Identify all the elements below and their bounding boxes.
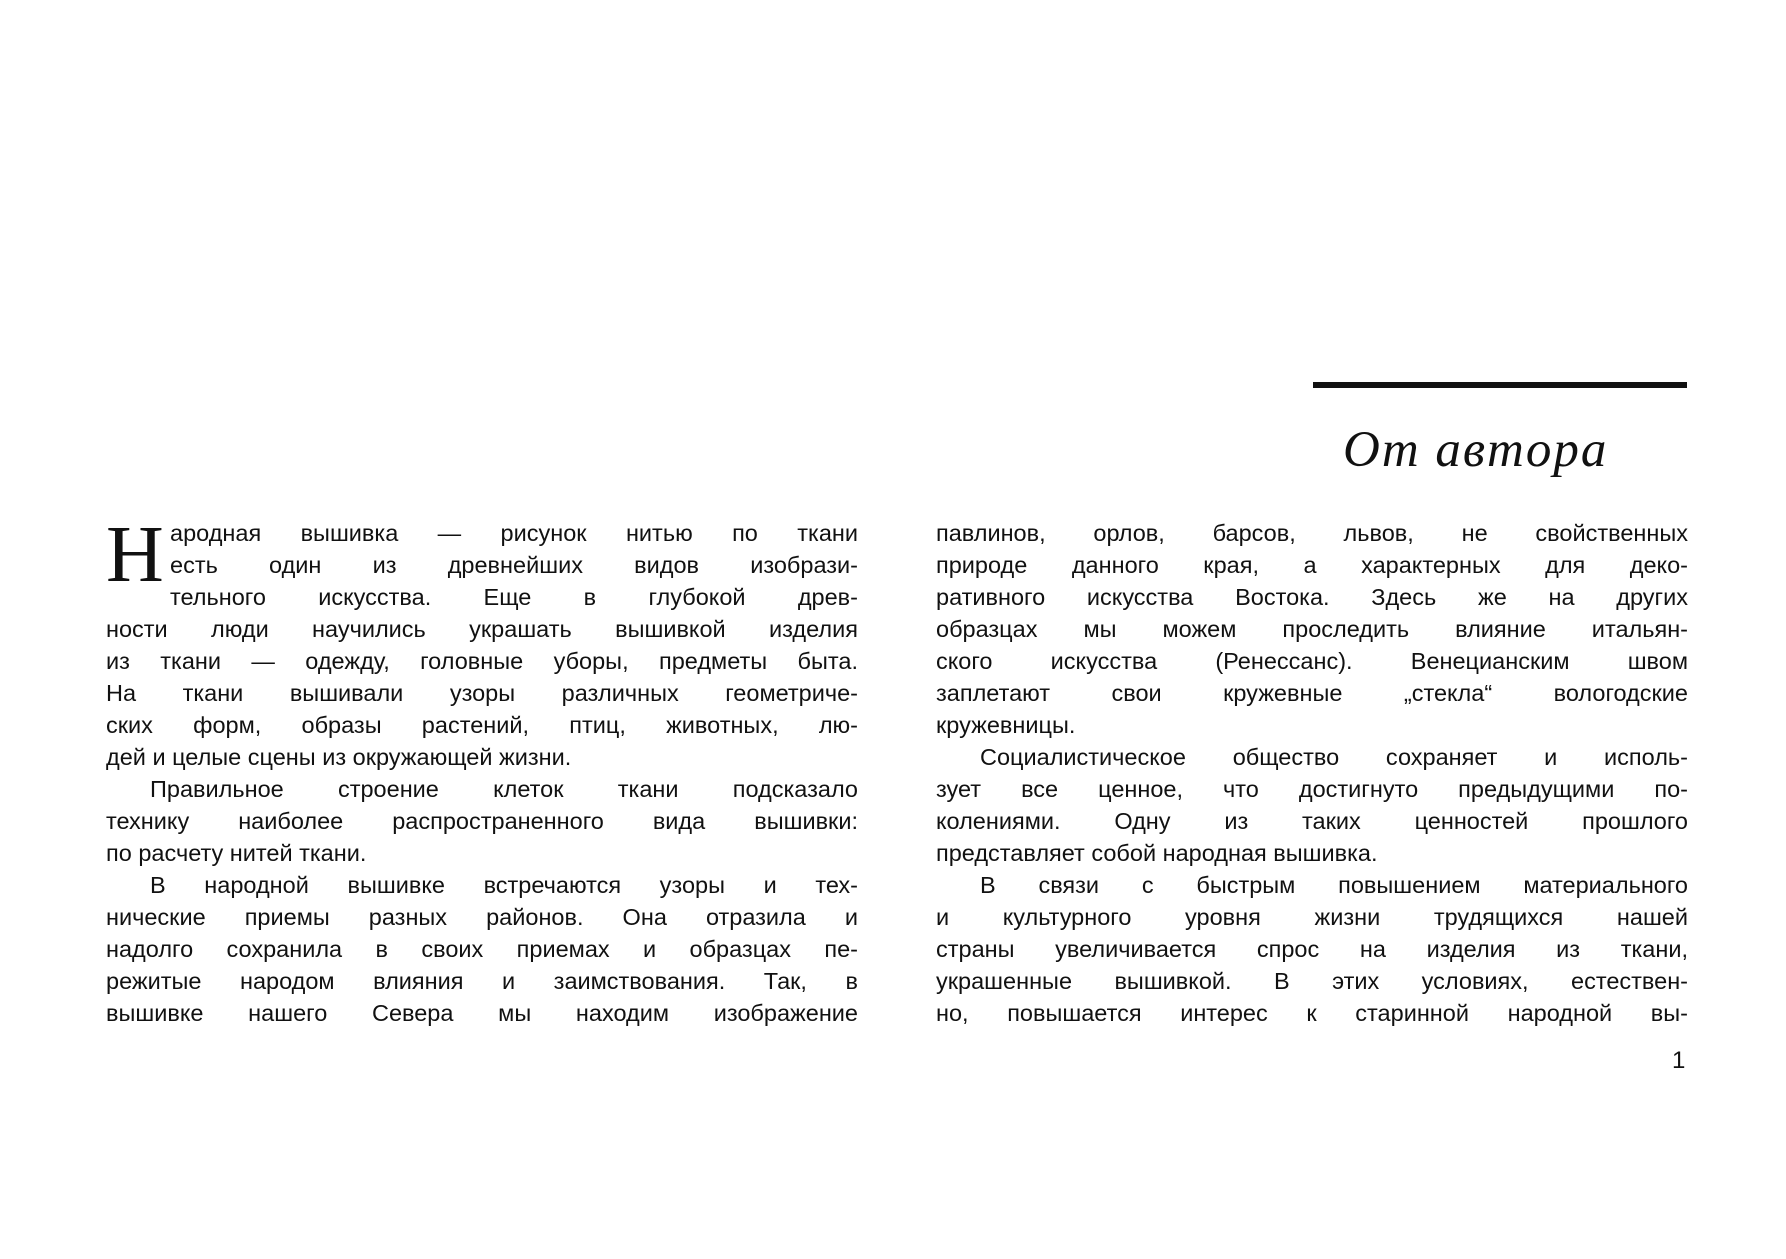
text-line: по расчету нитей ткани.: [106, 840, 367, 866]
text-line: из ткани — одежду, головные уборы, предметы быта.: [106, 648, 858, 674]
text-line: На ткани вышивали узоры различных геометриче-: [106, 680, 858, 706]
text-line: павлинов, орлов, барсов, львов, не свойственных: [936, 520, 1688, 546]
text-line: ности люди научились украшать вышивкой изделия: [106, 616, 858, 642]
text-line: дей и целые сцены из окружающей жизни.: [106, 744, 572, 770]
text-line: ративного искусства Востока. Здесь же на других: [936, 584, 1688, 610]
text-line: вышивке нашего Севера мы находим изображение: [106, 1000, 858, 1026]
text-line: есть один из древнейших видов изобрази-: [170, 552, 858, 578]
right-text-column: [936, 517, 1688, 1029]
text-line: Социалистическое общество сохраняет и исполь-: [980, 744, 1688, 770]
page-heading: От автора: [1343, 422, 1609, 478]
text-line: тельного искусства. Еще в глубокой древ-: [170, 584, 858, 610]
text-line: нические приемы разных районов. Она отразила и: [106, 904, 858, 930]
text-line: страны увеличивается спрос на изделия из ткани,: [936, 936, 1688, 962]
text-line: Правильное строение клеток ткани подсказало: [150, 776, 858, 802]
text-line: образцах мы можем проследить влияние итальян-: [936, 616, 1688, 642]
text-line: ских форм, образы растений, птиц, животных, лю-: [106, 712, 858, 738]
text-line: ародная вышивка — рисунок нитью по ткани: [170, 520, 858, 546]
text-line: В связи с быстрым повышением материального: [980, 872, 1688, 898]
text-line: ского искусства (Ренессанс). Венецианским швом: [936, 648, 1688, 674]
text-line: заплетают свои кружевные „стекла“ вологодские: [936, 680, 1688, 706]
text-line: и культурного уровня жизни трудящихся нашей: [936, 904, 1688, 930]
left-text-column: [106, 511, 858, 1029]
text-line: но, повышается интерес к старинной народной вы-: [936, 1000, 1688, 1026]
text-line: представляет собой народная вышивка.: [936, 840, 1378, 866]
text-line: колениями. Одну из таких ценностей прошлого: [936, 808, 1688, 834]
text-line: кружевницы.: [936, 712, 1076, 738]
drop-cap: Н: [106, 511, 164, 599]
text-line: технику наиболее распространенного вида вышивки:: [106, 808, 858, 834]
page-number: 1: [1672, 1047, 1686, 1074]
text-line: режитые народом влияния и заимствования. Так, в: [106, 968, 858, 994]
text-line: украшенные вышивкой. В этих условиях, естествен-: [936, 968, 1688, 994]
text-line: надолго сохранила в своих приемах и образцах пе-: [106, 936, 858, 962]
text-line: природе данного края, а характерных для деко-: [936, 552, 1688, 578]
heading-rule: [1313, 382, 1687, 388]
text-line: зует все ценное, что достигнуто предыдущими по-: [936, 776, 1688, 802]
text-line: В народной вышивке встречаются узоры и тех-: [150, 872, 858, 898]
